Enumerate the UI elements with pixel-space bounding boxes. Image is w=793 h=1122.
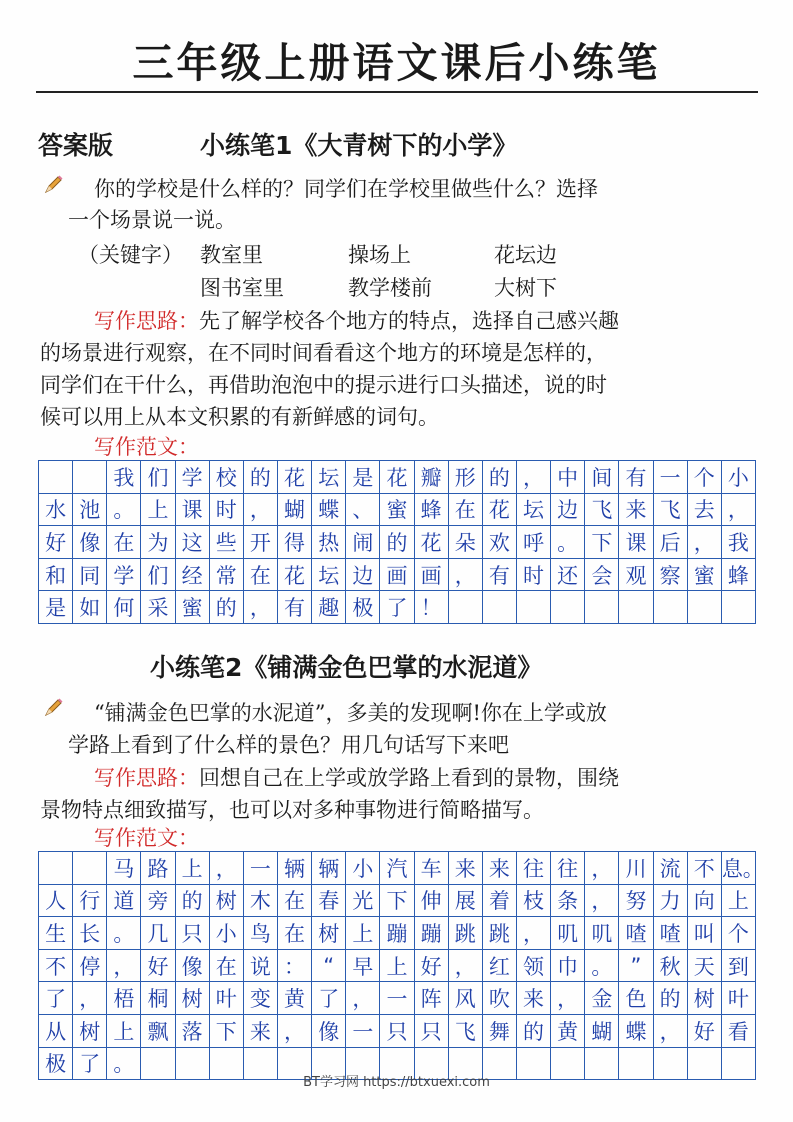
grid-cell: 花 (277, 461, 311, 494)
grid-cell: 了 (39, 982, 73, 1015)
keywords-label: （关键字） (78, 243, 183, 267)
grid-cell: 了 (73, 1047, 107, 1080)
keyword: 图书室里 (200, 276, 284, 300)
section1-sample-label: 写作范文： (94, 435, 199, 459)
grid-cell: ， (107, 949, 141, 982)
grid-cell: 下 (585, 526, 619, 559)
grid-cell: 长 (73, 917, 107, 950)
grid-row (39, 493, 756, 526)
grid-cell: 鸟 (243, 917, 277, 950)
grid-cell: 一 (653, 461, 687, 494)
grid-cell: 会 (585, 558, 619, 591)
grid-cell: 上 (141, 493, 175, 526)
grid-cell: 花 (482, 493, 516, 526)
grid-cell: 一 (380, 982, 414, 1015)
grid-cell: 的 (516, 1014, 550, 1047)
grid-cell: 有 (619, 461, 653, 494)
grid-cell: 闹 (346, 526, 380, 559)
grid-cell: ” (619, 949, 653, 982)
writing-approach-label: 写作思路： (94, 309, 199, 333)
grid-cell: 巾 (551, 949, 585, 982)
grid-cell: 叶 (721, 982, 755, 1015)
grid-cell: 何 (107, 591, 141, 624)
grid-cell: 生 (39, 917, 73, 950)
grid-cell: ， (721, 493, 755, 526)
grid-row (39, 526, 756, 559)
grid-cell: ， (551, 982, 585, 1015)
section2-thinking-line2: 景物特点细致描写，也可以对多种事物进行简略描写。 (40, 798, 544, 822)
grid-cell (39, 461, 73, 494)
grid-cell: 蝴 (277, 493, 311, 526)
grid-cell: 花 (414, 526, 448, 559)
grid-cell: 流 (653, 852, 687, 885)
grid-cell: 光 (346, 884, 380, 917)
grid-cell: 叽 (585, 917, 619, 950)
grid-cell: 飞 (653, 493, 687, 526)
grid-cell: 不 (39, 949, 73, 982)
grid-cell: 舞 (482, 1014, 516, 1047)
grid-cell: 画 (414, 558, 448, 591)
grid-cell: 辆 (312, 852, 346, 885)
grid-row (39, 917, 756, 950)
grid-cell: 有 (482, 558, 516, 591)
grid-row (39, 949, 756, 982)
grid-cell: 在 (209, 949, 243, 982)
grid-cell: 几 (141, 917, 175, 950)
grid-cell: ， (585, 852, 619, 885)
grid-cell (482, 591, 516, 624)
grid-cell: 我 (721, 526, 755, 559)
keyword: 大树下 (494, 276, 557, 300)
grid-cell: 开 (243, 526, 277, 559)
grid-cell: 得 (277, 526, 311, 559)
grid-cell: 的 (380, 526, 414, 559)
grid-cell: ， (516, 917, 550, 950)
grid-cell (73, 461, 107, 494)
answer-version-label: 答案版 (38, 131, 114, 160)
grid-cell: 池 (73, 493, 107, 526)
grid-cell: 下 (209, 1014, 243, 1047)
grid-cell: 在 (243, 558, 277, 591)
grid-cell (721, 591, 755, 624)
grid-cell: 去 (687, 493, 721, 526)
grid-cell: 来 (516, 982, 550, 1015)
grid-cell: 阵 (414, 982, 448, 1015)
grid-cell: 察 (653, 558, 687, 591)
grid-cell: 、 (346, 493, 380, 526)
grid-cell: 人 (39, 884, 73, 917)
section2-writing-grid (38, 851, 764, 1080)
grid-cell: 后 (653, 526, 687, 559)
grid-cell: 学 (175, 461, 209, 494)
grid-cell (551, 591, 585, 624)
grid-cell: 早 (346, 949, 380, 982)
grid-cell: 。 (585, 949, 619, 982)
grid-cell: 蝴 (585, 1014, 619, 1047)
grid-cell: 飘 (141, 1014, 175, 1047)
grid-cell: 边 (346, 558, 380, 591)
grid-cell: 水 (39, 493, 73, 526)
grid-cell: 瓣 (414, 461, 448, 494)
grid-cell: 努 (619, 884, 653, 917)
grid-cell: 天 (687, 949, 721, 982)
grid-cell (448, 591, 482, 624)
grid-cell: 来 (619, 493, 653, 526)
grid-cell: 来 (482, 852, 516, 885)
section2-prompt-line2: 学路上看到了什么样的景色？用几句话写下来吧 (68, 733, 509, 757)
grid-cell: 经 (175, 558, 209, 591)
grid-cell (653, 591, 687, 624)
grid-cell: 为 (141, 526, 175, 559)
grid-cell: 些 (209, 526, 243, 559)
grid-cell: 了 (380, 591, 414, 624)
grid-cell: 领 (516, 949, 550, 982)
grid-cell: 花 (277, 558, 311, 591)
grid-cell: 课 (619, 526, 653, 559)
grid-row (39, 884, 756, 917)
grid-cell (687, 591, 721, 624)
grid-cell: 蝶 (312, 493, 346, 526)
grid-cell: 上 (380, 949, 414, 982)
grid-cell: ！ (414, 591, 448, 624)
grid-cell: “ (312, 949, 346, 982)
grid-cell: 金 (585, 982, 619, 1015)
grid-cell: 欢 (482, 526, 516, 559)
grid-cell: 在 (107, 526, 141, 559)
grid-cell: 好 (687, 1014, 721, 1047)
footer-watermark: BT学习网 https://btxuexi.com (303, 1075, 490, 1090)
grid-cell: 伸 (414, 884, 448, 917)
pencil-icon (42, 697, 64, 719)
keyword: 教室里 (200, 243, 263, 267)
grid-cell: ， (448, 949, 482, 982)
grid-cell: 采 (141, 591, 175, 624)
grid-cell: 树 (312, 917, 346, 950)
grid-row (39, 852, 756, 885)
grid-cell: 好 (141, 949, 175, 982)
grid-cell: 一 (346, 1014, 380, 1047)
grid-cell: 们 (141, 461, 175, 494)
grid-cell: 同 (73, 558, 107, 591)
grid-cell: 不 (687, 852, 721, 885)
grid-cell: 我 (107, 461, 141, 494)
grid-cell: 汽 (380, 852, 414, 885)
grid-cell: 在 (277, 884, 311, 917)
grid-row (39, 1014, 756, 1047)
grid-cell: 呼 (516, 526, 550, 559)
grid-cell: 如 (73, 591, 107, 624)
grid-cell: 条 (551, 884, 585, 917)
grid-cell: 有 (277, 591, 311, 624)
grid-cell: 只 (414, 1014, 448, 1047)
grid-cell: 时 (516, 558, 550, 591)
grid-cell: 上 (721, 884, 755, 917)
grid-cell: 蜂 (414, 493, 448, 526)
grid-cell: 。 (107, 1047, 141, 1080)
grid-cell: ， (243, 493, 277, 526)
grid-cell: 观 (619, 558, 653, 591)
grid-cell: 小 (721, 461, 755, 494)
grid-cell: 是 (39, 591, 73, 624)
grid-cell: 间 (585, 461, 619, 494)
grid-cell: 飞 (448, 1014, 482, 1047)
grid-cell: 力 (653, 884, 687, 917)
title-divider (36, 91, 758, 93)
grid-cell (516, 591, 550, 624)
grid-cell: 上 (175, 852, 209, 885)
grid-cell (585, 591, 619, 624)
grid-cell: 树 (209, 884, 243, 917)
grid-cell: 上 (107, 1014, 141, 1047)
grid-cell: 像 (312, 1014, 346, 1047)
grid-cell: 学 (107, 558, 141, 591)
grid-cell: 小 (209, 917, 243, 950)
grid-cell: 了 (312, 982, 346, 1015)
grid-cell: 树 (175, 982, 209, 1015)
grid-cell: 坛 (312, 461, 346, 494)
grid-cell: 时 (209, 493, 243, 526)
grid-cell: 朵 (448, 526, 482, 559)
grid-cell: 还 (551, 558, 585, 591)
grid-cell: 黄 (551, 1014, 585, 1047)
section2-thinking-text: 回想自己在上学或放学路上看到的景物，围绕 (199, 766, 619, 790)
grid-cell: 落 (175, 1014, 209, 1047)
grid-cell: 只 (380, 1014, 414, 1047)
grid-cell: ， (73, 982, 107, 1015)
grid-cell: 路 (141, 852, 175, 885)
grid-cell: 叫 (687, 917, 721, 950)
grid-cell: 飞 (585, 493, 619, 526)
grid-cell: 秋 (653, 949, 687, 982)
writing-approach-label: 写作思路： (94, 766, 199, 790)
grid-cell: 往 (551, 852, 585, 885)
grid-cell (619, 591, 653, 624)
grid-cell: 蹦 (380, 917, 414, 950)
page-title: 三年级上册语文课后小练笔 (132, 39, 661, 87)
grid-cell: 好 (39, 526, 73, 559)
grid-cell: 和 (39, 558, 73, 591)
grid-cell: 来 (448, 852, 482, 885)
grid-cell: 只 (175, 917, 209, 950)
grid-cell: 喳 (619, 917, 653, 950)
grid-cell: 树 (687, 982, 721, 1015)
grid-cell (73, 852, 107, 885)
grid-cell: 春 (312, 884, 346, 917)
grid-cell: 梧 (107, 982, 141, 1015)
grid-cell: 极 (39, 1047, 73, 1080)
grid-cell: 往 (516, 852, 550, 885)
grid-cell (39, 852, 73, 885)
section1-thinking-line3: 同学们在干什么，再借助泡泡中的提示进行口头描述，说的时 (40, 373, 607, 397)
grid-cell: ， (585, 884, 619, 917)
grid-cell: 。 (107, 493, 141, 526)
grid-cell: 在 (277, 917, 311, 950)
grid-cell: 黄 (277, 982, 311, 1015)
grid-cell: 的 (243, 461, 277, 494)
grid-cell: ： (277, 949, 311, 982)
grid-cell: ， (448, 558, 482, 591)
section1-prompt-line1: 你的学校是什么样的？同学们在学校里做些什么？选择 (94, 177, 598, 201)
section1-heading: 小练笔1《大青树下的小学》 (200, 131, 518, 160)
grid-cell: 花 (380, 461, 414, 494)
grid-cell: 画 (380, 558, 414, 591)
grid-cell: 旁 (141, 884, 175, 917)
grid-cell: 川 (619, 852, 653, 885)
grid-cell: 常 (209, 558, 243, 591)
grid-cell: 色 (619, 982, 653, 1015)
section1-thinking-line2: 的场景进行观察，在不同时间看看这个地方的环境是怎样的， (40, 341, 607, 365)
section1-prompt-line2: 一个场景说一说。 (68, 208, 236, 232)
grid-cell: 辆 (277, 852, 311, 885)
grid-cell: 车 (414, 852, 448, 885)
section1-thinking-line4: 候可以用上从本文积累的有新鲜感的词句。 (40, 405, 439, 429)
grid-cell: 像 (73, 526, 107, 559)
grid-cell: 跳 (448, 917, 482, 950)
grid-cell: 蜂 (721, 558, 755, 591)
grid-cell: ， (653, 1014, 687, 1047)
section2-thinking-line1 (94, 763, 619, 794)
grid-cell: 看 (721, 1014, 755, 1047)
grid-cell: ， (209, 852, 243, 885)
grid-cell: 树 (73, 1014, 107, 1047)
grid-cell: 叽 (551, 917, 585, 950)
grid-cell: ， (687, 526, 721, 559)
grid-cell: 道 (107, 884, 141, 917)
grid-cell: 的 (653, 982, 687, 1015)
grid-cell: ， (516, 461, 550, 494)
grid-cell: 蜜 (380, 493, 414, 526)
grid-cell: 趣 (312, 591, 346, 624)
grid-row (39, 558, 756, 591)
grid-cell: 马 (107, 852, 141, 885)
grid-cell: ， (346, 982, 380, 1015)
grid-cell: 小 (346, 852, 380, 885)
grid-cell: 木 (243, 884, 277, 917)
grid-cell: 中 (551, 461, 585, 494)
grid-cell: 吹 (482, 982, 516, 1015)
grid-cell: 展 (448, 884, 482, 917)
section2-heading: 小练笔2《铺满金色巴掌的水泥道》 (150, 653, 543, 682)
grid-cell: 一 (243, 852, 277, 885)
grid-cell: 个 (687, 461, 721, 494)
grid-cell: 的 (175, 884, 209, 917)
grid-cell: 向 (687, 884, 721, 917)
grid-cell: 。 (107, 917, 141, 950)
grid-cell: 桐 (141, 982, 175, 1015)
grid-cell: 们 (141, 558, 175, 591)
grid-cell: 停 (73, 949, 107, 982)
section1-writing-grid (38, 460, 756, 624)
grid-row (39, 461, 756, 494)
grid-cell: 好 (414, 949, 448, 982)
grid-cell: 在 (448, 493, 482, 526)
grid-cell: 形 (448, 461, 482, 494)
grid-cell: 是 (346, 461, 380, 494)
grid-cell: 个 (721, 917, 755, 950)
grid-cell: 边 (551, 493, 585, 526)
grid-cell: 着 (482, 884, 516, 917)
grid-row (39, 591, 756, 624)
grid-cell: 极 (346, 591, 380, 624)
section2-sample-label: 写作范文： (94, 826, 199, 850)
grid-cell: 喳 (653, 917, 687, 950)
grid-cell: 息。 (721, 852, 755, 885)
keyword: 教学楼前 (348, 276, 432, 300)
grid-cell: 到 (721, 949, 755, 982)
grid-cell: 跳 (482, 917, 516, 950)
grid-row (39, 982, 756, 1015)
keyword: 花坛边 (494, 243, 557, 267)
grid-cell: 来 (243, 1014, 277, 1047)
grid-cell: 这 (175, 526, 209, 559)
grid-cell: 的 (209, 591, 243, 624)
grid-cell: 行 (73, 884, 107, 917)
grid-cell: 上 (346, 917, 380, 950)
grid-cell: 的 (482, 461, 516, 494)
grid-cell: 风 (448, 982, 482, 1015)
section1-thinking-line1 (94, 306, 619, 337)
grid-cell: 课 (175, 493, 209, 526)
grid-cell: 。 (551, 526, 585, 559)
grid-cell: 坛 (516, 493, 550, 526)
section1-thinking-text: 先了解学校各个地方的特点，选择自己感兴趣 (199, 309, 619, 333)
grid-cell: 校 (209, 461, 243, 494)
grid-cell: 叶 (209, 982, 243, 1015)
grid-cell: 枝 (516, 884, 550, 917)
grid-cell: 热 (312, 526, 346, 559)
grid-cell: 说 (243, 949, 277, 982)
grid-cell: 从 (39, 1014, 73, 1047)
grid-cell: 像 (175, 949, 209, 982)
grid-cell: ， (243, 591, 277, 624)
section2-prompt-line1: “铺满金色巴掌的水泥道”，多美的发现啊!你在上学或放 (94, 701, 607, 725)
grid-cell: 坛 (312, 558, 346, 591)
grid-cell: 变 (243, 982, 277, 1015)
keyword: 操场上 (348, 243, 411, 267)
grid-cell: 蝶 (619, 1014, 653, 1047)
grid-cell: 红 (482, 949, 516, 982)
grid-cell: 蹦 (414, 917, 448, 950)
grid-cell: 蜜 (687, 558, 721, 591)
pencil-icon (42, 174, 64, 196)
grid-cell: ， (277, 1014, 311, 1047)
grid-cell: 下 (380, 884, 414, 917)
grid-cell: 蜜 (175, 591, 209, 624)
